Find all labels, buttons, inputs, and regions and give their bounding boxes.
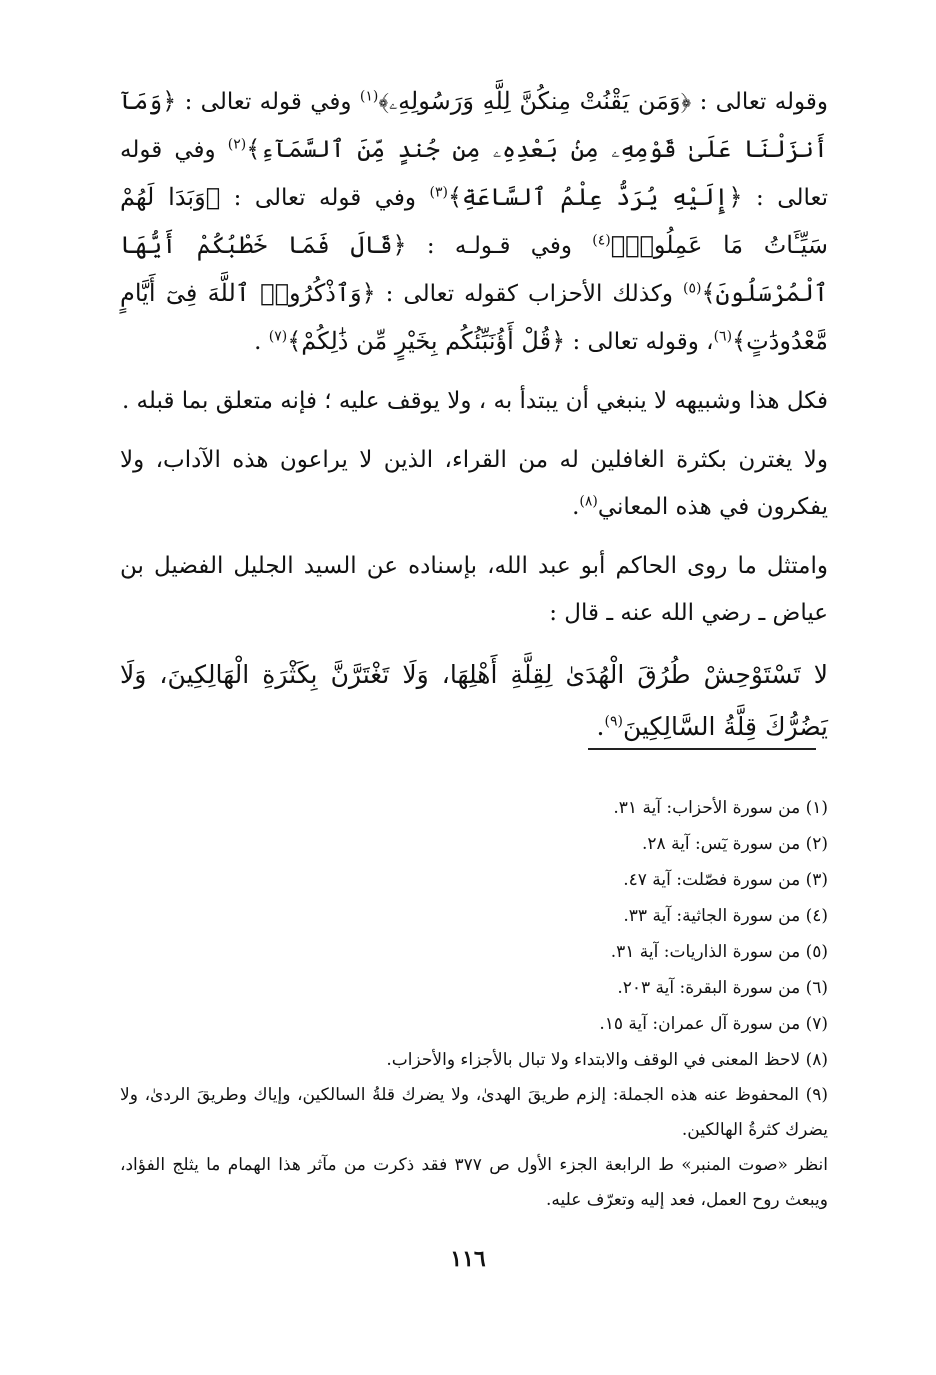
footnote-ref: (٥): [682, 280, 702, 297]
segment: ولا يغترن بكثرة الغافلين له من القراء، الذين لا يراعون هذه الآداب، ولا يفكرون في هذه المعاني: [120, 447, 828, 520]
paragraph-3: [120, 437, 828, 531]
footnote-7: (٧) من سورة آل عمران: آية ١٥.: [599, 1014, 828, 1034]
segment: ، وقوله تعالى :: [565, 329, 714, 355]
quran-verse: ﴿وَبَدَا لَهُمْ سَيِّـَٔاتُ مَا عَمِلُوا۟﴾: [120, 183, 828, 259]
footnote-ref: (٣): [429, 184, 448, 201]
segment: .: [572, 494, 580, 520]
quran-verse: ﴿وَمَن يَقْنُتْ مِنكُنَّ لِلَّهِ وَرَسُولِهِۦ﴾: [378, 87, 692, 115]
footnote-8: (٨) لاحظ المعنى في الوقف والابتداء ولا تبال بالأجزاء والأحزاب.: [386, 1050, 828, 1070]
footnote-ref: (٦): [713, 328, 733, 345]
hadith-quote: [120, 649, 828, 753]
footnote-ref: (١): [359, 88, 379, 105]
segment: وفي قوله تعالى :: [120, 137, 828, 211]
footnote-5: (٥) من سورة الذاريات: آية ٣١.: [610, 942, 828, 962]
segment: وفي قوله تعالى :: [176, 89, 360, 115]
footnote-note: انظر «صوت المنبر» ط الرابعة الجزء الأول ص ٣٧٧ فقد ذكرت من مآثر هذا الهمام ما يثلج الفؤاد، ويبعث روح العمل، فعد إليه وتعرّف عليه.: [120, 1155, 828, 1210]
segment: .: [254, 329, 269, 355]
segment: وفي قوله تعالى :: [220, 185, 430, 211]
paragraph-4: [120, 543, 828, 637]
footnote-ref: (٤): [592, 232, 611, 249]
segment: فكل هذا وشبيهه لا ينبغي أن يبتدأ به ، ولا يوقف عليه ؛ فإنه متعلق بما قبله .: [121, 388, 828, 414]
segment: .: [596, 712, 605, 741]
footnote-3: (٣) من سورة فصّلت: آية ٤٧.: [623, 870, 828, 890]
page-number: ١١٦: [450, 1246, 486, 1272]
quran-verse: ﴿وَٱذْكُرُوا۟ ٱللَّهَ فِىٓ أَيَّامٍ مَّعْدُودَٰتٍ﴾: [120, 279, 828, 355]
quran-verse: ﴿قُلْ أَؤُنَبِّئُكُم بِخَيْرٍ مِّن ذَٰلِكُمْ﴾: [287, 327, 566, 355]
main-text: [120, 78, 828, 753]
footnote-ref: (٨): [579, 493, 598, 510]
paragraph-2: [120, 378, 828, 425]
quran-verse: ﴿إِلَيْهِ يُرَدُّ عِلْمُ ٱلسَّاعَةِ﴾: [447, 183, 743, 211]
quran-verse: ﴿وَمَآ أَنزَلْنَا عَلَىٰ قَوْمِهِۦ مِنۢ بَعْدِهِۦ مِن جُندٍ مِّنَ ٱلسَّمَآءِ﴾: [120, 87, 828, 163]
segment: لا تَسْتَوْحِشْ طُرُقَ الْهُدَىٰ لِقِلَّةِ أَهْلِهَا، وَلَا تَغْتَرَّنَّ بِكَثْرَةِ الْهَالِكِينَ، وَلَا يَضُرُّكَ قِلَّةُ السَّالِكِينَ: [120, 660, 828, 741]
footnote-4: (٤) من سورة الجاثية: آية ٣٣.: [623, 906, 828, 926]
footnote-separator: [588, 748, 816, 750]
footnote-ref: (٢): [227, 136, 247, 153]
footnote-9: (٩) المحفوظ عنه هذه الجملة: إلزم طريقَ الهدىٰ، ولا يضرك قلةُ السالكين، وإياك وطريقَ الردىٰ، ولا يضرك كثرةُ الهالكين.: [120, 1085, 828, 1140]
footnote-ref: (٩): [604, 713, 623, 730]
footnote-ref: (٧): [268, 328, 288, 345]
segment: وامتثل ما روى الحاكم أبو عبد الله، بإسناده عن السيد الجليل الفضيل بن عياض ـ رضي الله عنه ـ قال :: [120, 553, 828, 626]
segment: وفي قـولـه :: [406, 233, 593, 259]
segment: وكذلك الأحزاب كقوله تعالى :: [375, 281, 683, 307]
footnote-1: (١) من سورة الأحزاب: آية ٣١.: [613, 798, 828, 818]
quran-verse: ﴿قَالَ فَمَا خَطْبُكُمْ أَيُّهَا ٱلْمُرْسَلُونَ﴾: [120, 231, 828, 307]
paragraph-1: [120, 78, 828, 366]
footnote-2: (٢) من سورة يٓس: آية ٢٨.: [642, 834, 828, 854]
footnotes: [120, 790, 828, 1218]
footnote-6: (٦) من سورة البقرة: آية ٢٠٣.: [617, 978, 828, 998]
segment: وقوله تعالى :: [691, 89, 829, 115]
